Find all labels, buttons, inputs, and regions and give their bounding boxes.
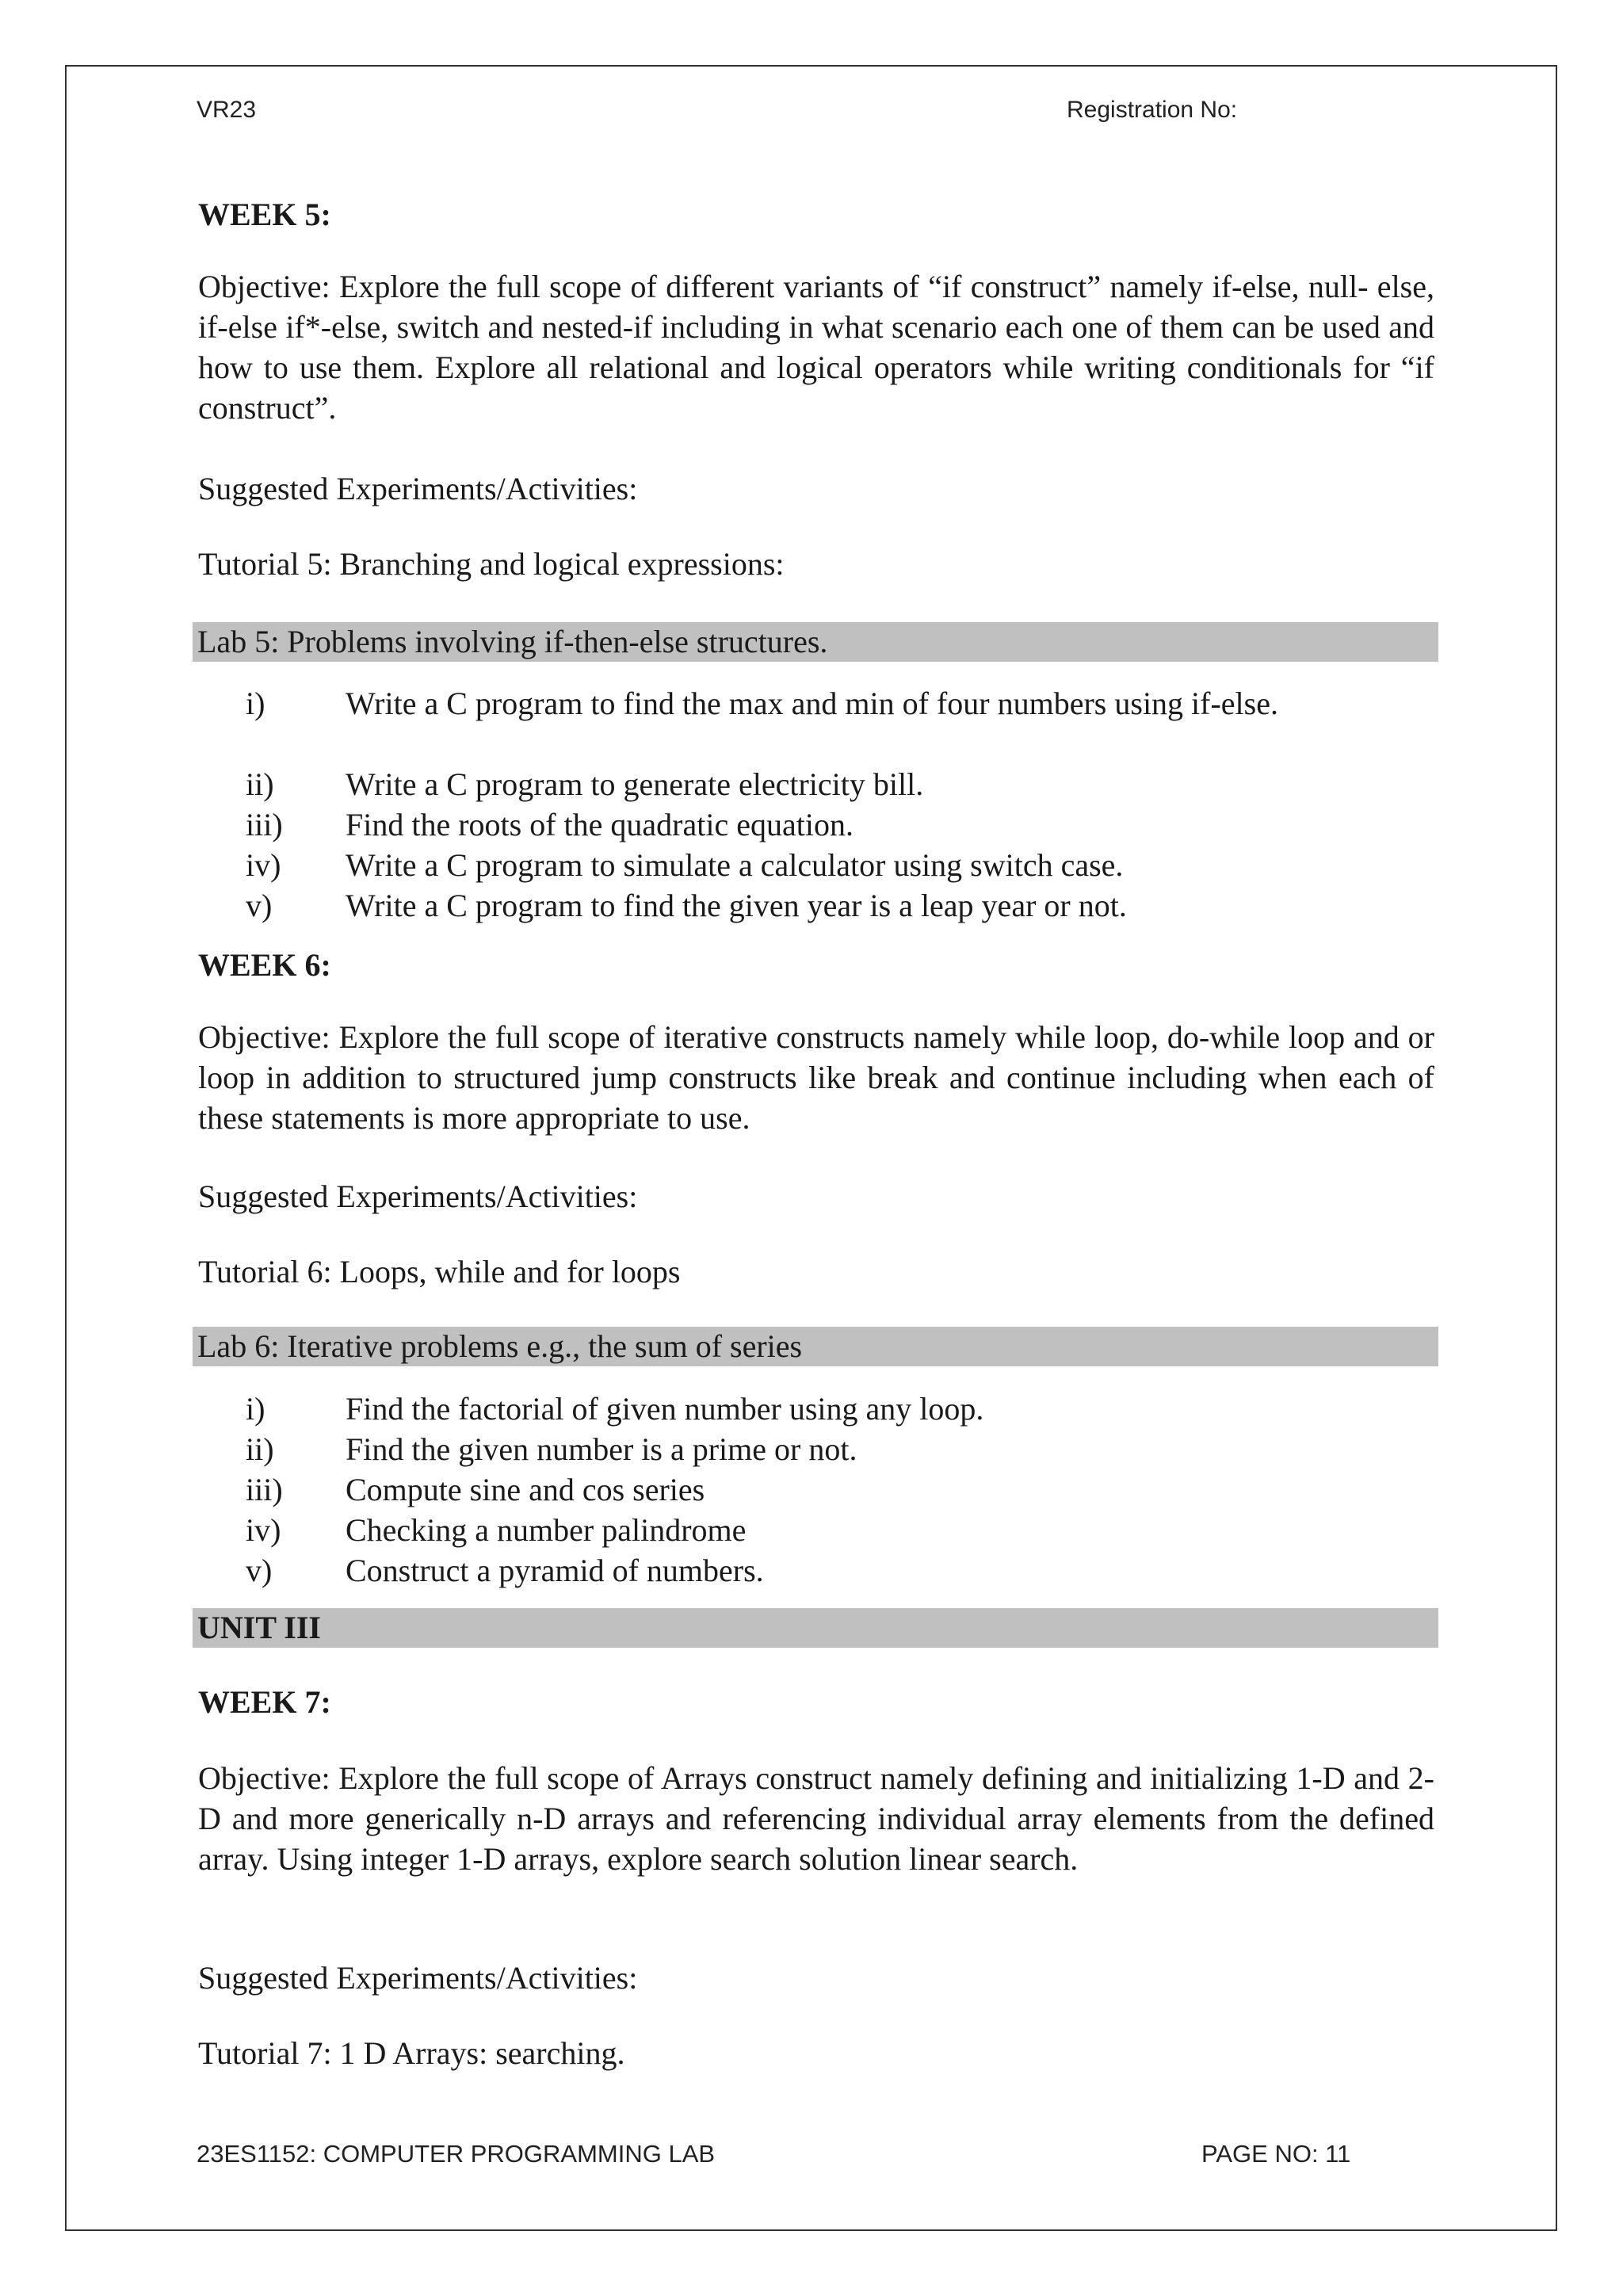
list-item-text: Compute sine and cos series [346, 1472, 705, 1507]
week5-objective: Objective: Explore the full scope of different variants of “if construct” namely if-else, null- else, if-else if*-else, switch and nested-if including in what scenario each one of them can be used and how to use them. Explore all relational and logical operators while writing conditionals for “if construct”. [198, 269, 1434, 426]
header-code: VR23 [197, 97, 257, 123]
list-item [0, 683, 1623, 764]
week5-lab-heading: Lab 5: Problems involving if-then-else structures. [193, 622, 1438, 662]
week6-lab-heading: Lab 6: Iterative problems e.g., the sum of series [193, 1327, 1438, 1366]
list-item-number: iii) [246, 807, 283, 842]
list-item-number: iv) [246, 847, 281, 883]
list-item-number: i) [246, 1391, 265, 1427]
list-item-text: Checking a number palindrome [346, 1512, 747, 1548]
unit-heading: UNIT III [193, 1608, 1438, 1648]
list-item-text: Find the factorial of given number using any loop. [346, 1391, 984, 1427]
list-item-number: iii) [246, 1472, 283, 1507]
week6-title: WEEK 6: [198, 947, 331, 983]
list-item-text: Write a C program to find the max and min of four numbers using if-else. [346, 686, 1278, 721]
list-item-text: Write a C program to find the given year is a leap year or not. [346, 888, 1127, 923]
list-item-text: Write a C program to generate electricity bill. [346, 766, 924, 802]
footer-course: 23ES1152: COMPUTER PROGRAMMING LAB [197, 2140, 716, 2168]
week5-tutorial: Tutorial 5: Branching and logical expressions: [198, 546, 785, 582]
list-item-number: ii) [246, 766, 274, 802]
week5-title: WEEK 5: [198, 197, 331, 232]
week7-title: WEEK 7: [198, 1684, 331, 1720]
week6-objective: Objective: Explore the full scope of iterative constructs namely while loop, do-while loop and or loop in addition to structured jump constructs like break and continue including when each of these statements is more appropriate to use. [198, 1019, 1434, 1136]
week6-suggested: Suggested Experiments/Activities: [198, 1179, 638, 1214]
registration-label: Registration No: [1067, 97, 1238, 123]
list-item-text: Find the roots of the quadratic equation. [346, 807, 854, 842]
list-item-number: v) [246, 1553, 273, 1588]
list-item-text: Write a C program to simulate a calculator using switch case. [346, 847, 1124, 883]
list-item-text: Construct a pyramid of numbers. [346, 1553, 764, 1588]
week7-suggested: Suggested Experiments/Activities: [198, 1960, 638, 1996]
page-number: PAGE NO: 11 [1201, 2140, 1351, 2168]
list-item-text: Find the given number is a prime or not. [346, 1431, 857, 1467]
week6-tutorial: Tutorial 6: Loops, while and for loops [198, 1254, 681, 1289]
list-item-number: iv) [246, 1512, 281, 1548]
week5-suggested: Suggested Experiments/Activities: [198, 471, 638, 506]
list-item-number: ii) [246, 1431, 274, 1467]
week7-tutorial: Tutorial 7: 1 D Arrays: searching. [198, 2035, 625, 2071]
list-item-number: v) [246, 888, 273, 923]
week7-objective: Objective: Explore the full scope of Arrays construct namely defining and initializing 1-D and 2-D and more generically n-D arrays and referencing individual array elements from the defined array. Using integer 1-D arrays, explore search solution linear search. [198, 1760, 1434, 1877]
list-item-number: i) [246, 686, 265, 721]
